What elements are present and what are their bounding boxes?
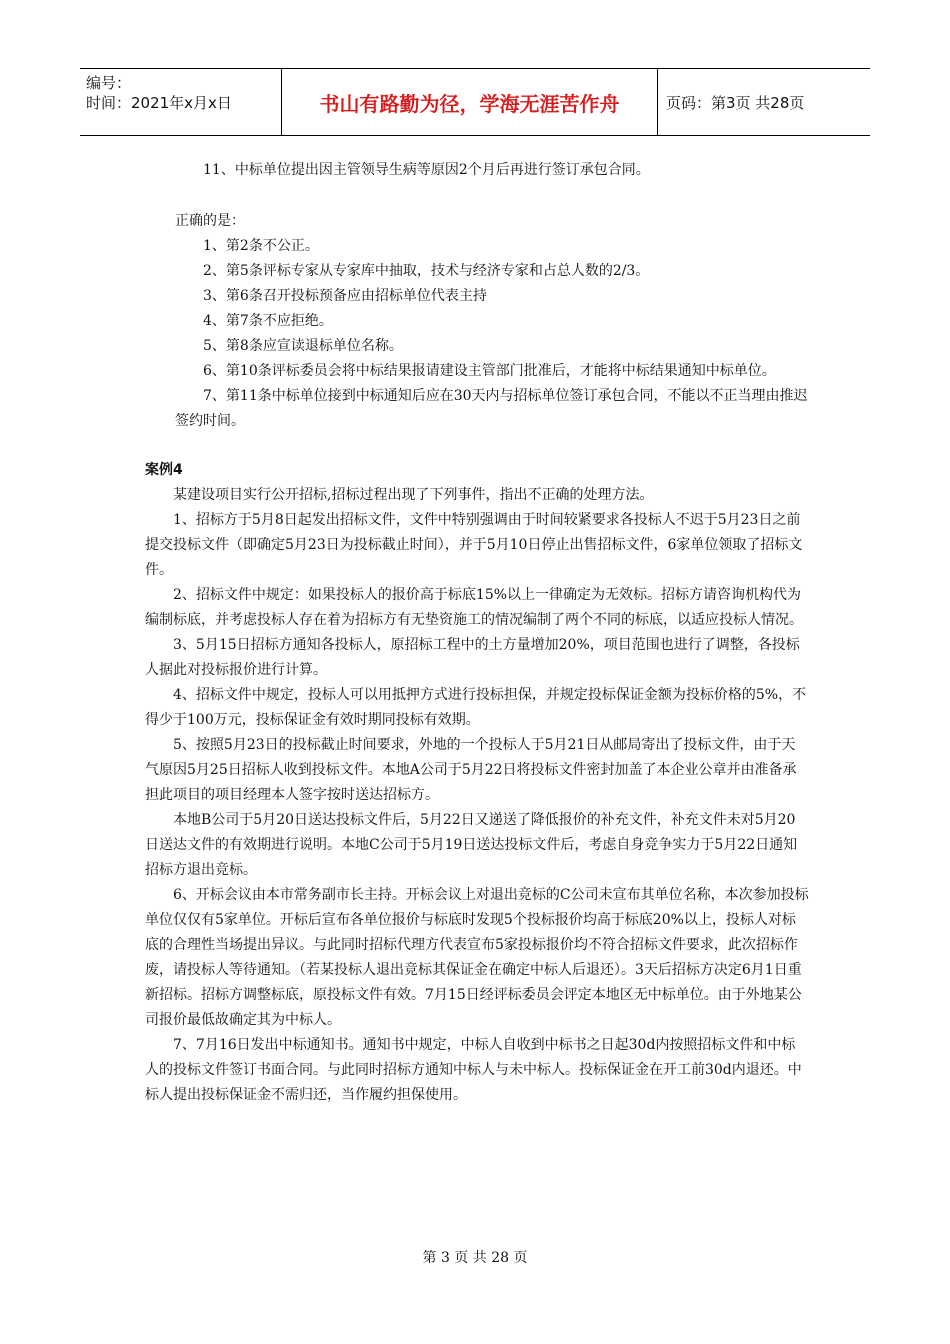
item-11: 11、中标单位提出因主管领导生病等原因2个月后再进行签订承包合同。 xyxy=(203,162,650,178)
case-paragraph: 6、开标会议由本市常务副市长主持。开标会议上对退出竞标的C公司未宣布其单位名称，本次参加投标单位仅仅有5家单位。开标后宣布各单位报价与标底时发现5个投标报价均高于标底20%以上，投标人对标底的合理性当场提出异议。与此同时招标代理方代表宣布5家投标报价均不符合招标文件要求，此次招标作废，请投标人等待通知。（若某投标人退出竞标其保证金在确定中标人后退还）。3天后招标方决定6月1日重新招标。招标方调整标底，原投标文件有效。7月15日经评标委员会评定本地区无中标单位。由于外地某公司报价最低故确定其为中标人。 xyxy=(145,887,809,1028)
code-label: 编号： xyxy=(86,74,132,92)
case-paragraph: 3、5月15日招标方通知各投标人，原招标工程中的土方量增加20%，项目范围也进行了调整，各投标人据此对投标报价进行计算。 xyxy=(145,637,800,678)
case-paragraph: 2、招标文件中规定：如果投标人的报价高于标底15%以上一律确定为无效标。招标方请咨询机构代为编制标底，并考虑投标人存在着为招标方有无垫资施工的情况编制了两个不同的标底，以适应投标人情况。 xyxy=(145,587,803,628)
case-paragraph: 4、招标文件中规定，投标人可以用抵押方式进行投标担保，并规定投标保证金额为投标价格的5%，不得少于100万元，投标保证金有效时期同投标有效期。 xyxy=(145,687,807,728)
answer-item: 7、第11条中标单位接到中标通知后应在30天内与招标单位签订承包合同，不能以不正当理由推迟签约时间。 xyxy=(175,388,808,429)
case-paragraph: 本地B公司于5月20日送达投标文件后，5月22日又递送了降低报价的补充文件，补充文件未对5月20日送达文件的有效期进行说明。本地C公司于5月19日送达投标文件后，考虑自身竞争实力于5月22日通知招标方退出竞标。 xyxy=(145,812,798,878)
case-paragraph: 1、招标方于5月8日起发出招标文件，文件中特别强调由于时间较紧要求各投标人不迟于5月23日之前提交投标文件（即确定5月23日为投标截止时间），并于5月10日停止出售招标文件，6家单位领取了招标文件。 xyxy=(145,512,803,578)
case-paragraph: 5、按照5月23日的投标截止时间要求，外地的一个投标人于5月21日从邮局寄出了投标文件，由于天气原因5月25日招标人收到投标文件。本地A公司于5月22日将投标文件密封加盖了本企业公章并由准备承担此项目的项目经理本人签字按时送达招标方。 xyxy=(145,737,797,803)
page-footer: 第 3 页 共 28 页 xyxy=(422,1250,528,1266)
case-intro: 某建设项目实行公开招标,招标过程出现了下列事件，指出不正确的处理方法。 xyxy=(173,487,654,503)
answer-item: 5、第8条应宣读退标单位名称。 xyxy=(203,338,403,354)
document-body xyxy=(145,158,809,1108)
date-label: 时间：2021年x月x日 xyxy=(86,94,232,112)
answer-item: 6、第10条评标委员会将中标结果报请建设主管部门批准后，才能将中标结果通知中标单位。 xyxy=(203,363,776,379)
page-header xyxy=(80,68,870,136)
answer-item: 3、第6条召开投标预备应由招标单位代表主持 xyxy=(203,288,487,304)
header-meta xyxy=(80,69,282,135)
answer-title: 正确的是： xyxy=(175,213,245,229)
answer-item: 1、第2条不公正。 xyxy=(203,238,319,254)
answer-item: 2、第5条评标专家从专家库中抽取，技术与经济专家和占总人数的2/3。 xyxy=(203,263,650,279)
item-list-continuation xyxy=(145,158,809,183)
header-page-label: 页码：第3页 共28页 xyxy=(666,93,805,112)
answer-item: 4、第7条不应拒绝。 xyxy=(203,313,333,329)
header-motto: 书山有路勤为径，学海无涯苦作舟 xyxy=(282,69,658,135)
answer-block xyxy=(145,209,809,434)
case-paragraph: 7、7月16日发出中标通知书。通知书中规定，中标人自收到中标书之日起30d内按照招标文件和中标人的投标文件签订书面合同。与此同时招标方通知中标人与未中标人。投标保证金在开工前30d内退还。中标人提出投标保证金不需归还，当作履约担保使用。 xyxy=(145,1037,802,1103)
case-title: 案例4 xyxy=(145,462,183,478)
